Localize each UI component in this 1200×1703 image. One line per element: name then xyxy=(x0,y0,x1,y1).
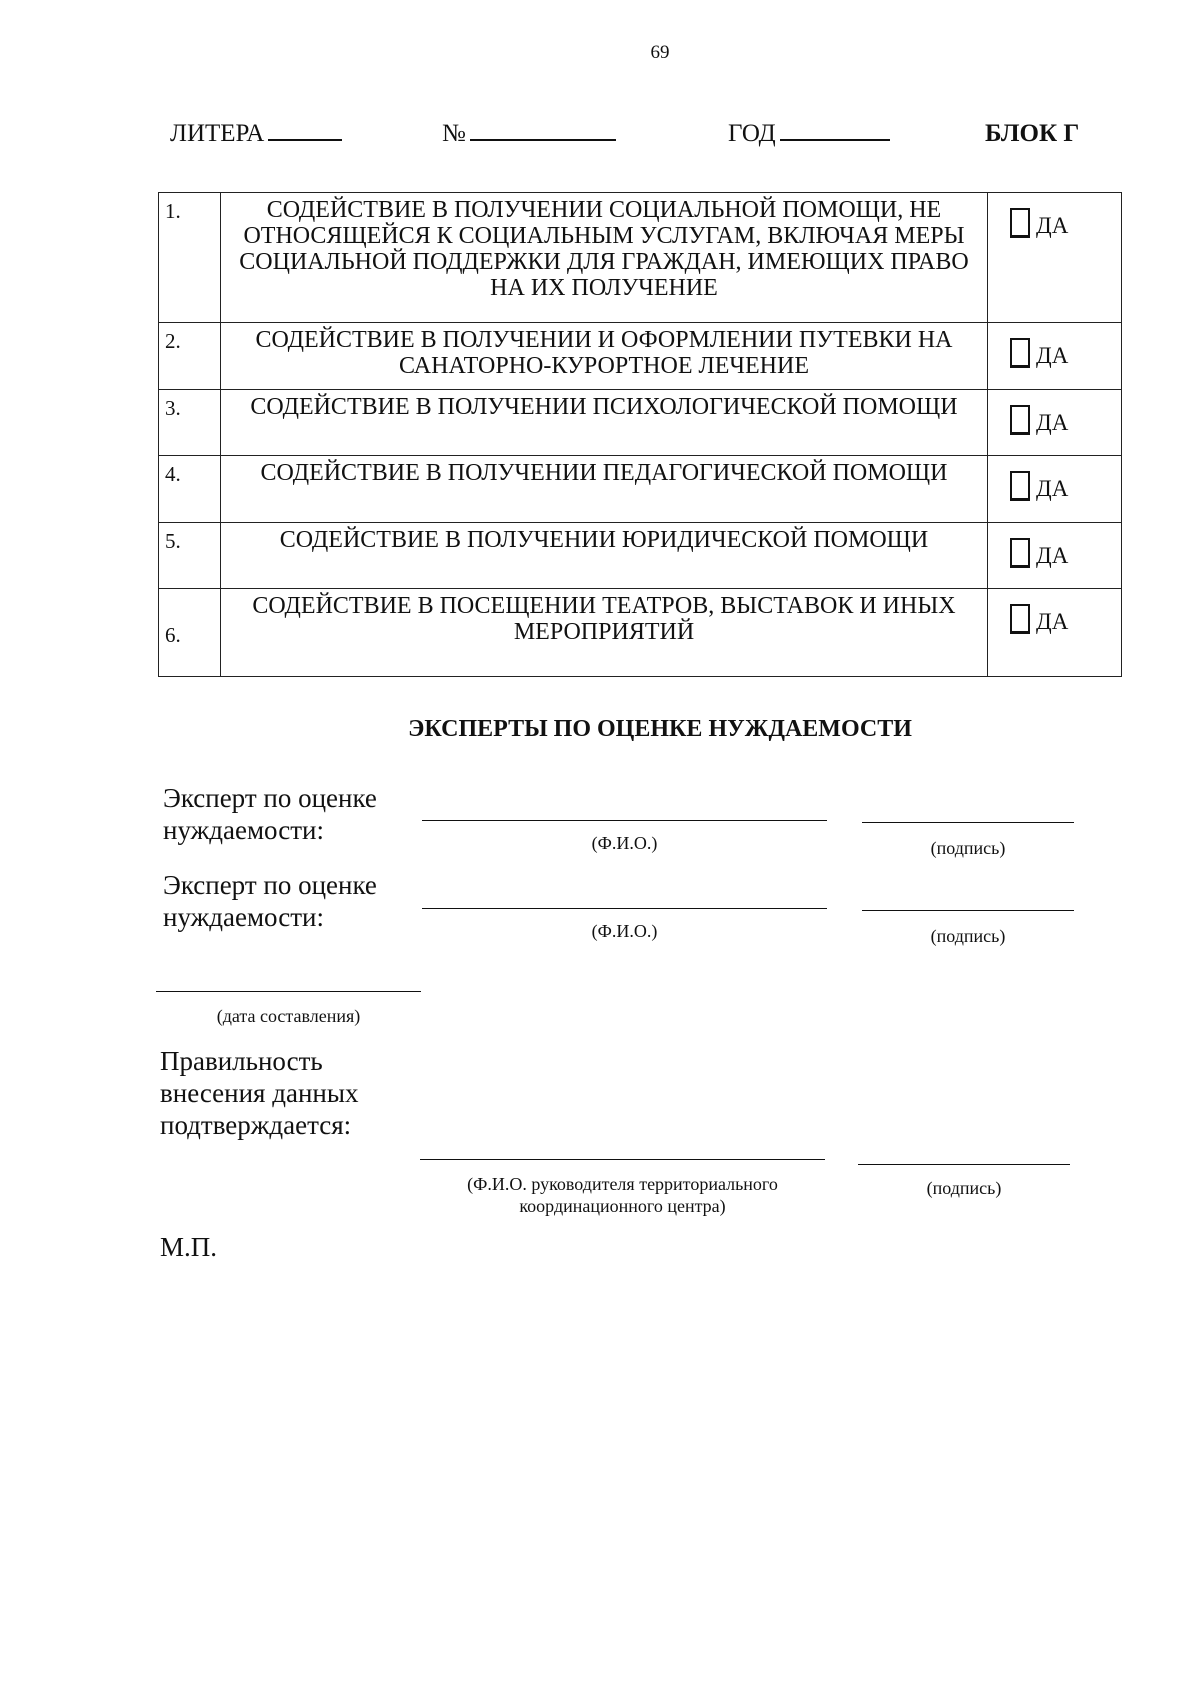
row-number: 4. xyxy=(159,456,221,523)
checkbox-cell xyxy=(988,390,1122,456)
expert-name-caption: (Ф.И.О.) xyxy=(591,921,658,941)
service-text: СОДЕЙСТВИЕ В ПОЛУЧЕНИИ СОЦИАЛЬНОЙ ПОМОЩИ, НЕ ОТНОСЯЩЕЙСЯ К СОЦИАЛЬНЫМ УСЛУГАМ, ВКЛЮЧАЯ МЕРЫ СОЦИАЛЬНОЙ ПОДДЕРЖКИ ДЛЯ ГРАЖДАН, ИМЕЮЩИХ ПРАВО НА ИХ ПОЛУЧЕНИЕ xyxy=(221,193,988,323)
checkbox-cell xyxy=(988,523,1122,589)
checkbox-cell xyxy=(988,323,1122,390)
table-row xyxy=(159,589,1122,677)
expert-signature-line[interactable] xyxy=(862,822,1074,823)
confirmation-label-line: подтверждается: xyxy=(160,1110,352,1140)
expert-name-line[interactable] xyxy=(422,908,827,909)
stamp-place-label: М.П. xyxy=(160,1232,218,1262)
head-name-line[interactable] xyxy=(420,1159,825,1160)
table-row xyxy=(159,323,1122,390)
confirmation-label-line: внесения данных xyxy=(160,1078,359,1108)
litera-label: ЛИТЕРА xyxy=(170,120,265,147)
litera-input-line[interactable] xyxy=(268,139,342,141)
date-caption: (дата составления) xyxy=(216,1006,361,1026)
expert-label-line: Эксперт по оценке xyxy=(163,870,377,900)
services-table xyxy=(158,192,1122,677)
row-number: 6. xyxy=(159,589,221,677)
expert-name-caption: (Ф.И.О.) xyxy=(591,833,658,853)
expert-signature-caption: (подпись) xyxy=(930,838,1006,858)
service-text: СОДЕЙСТВИЕ В ПОСЕЩЕНИИ ТЕАТРОВ, ВЫСТАВОК И ИНЫХ МЕРОПРИЯТИЙ xyxy=(221,589,988,677)
year-field xyxy=(728,120,890,148)
expert-signature-line[interactable] xyxy=(862,910,1074,911)
checkbox-label: ДА xyxy=(1036,410,1069,435)
year-label: ГОД xyxy=(728,120,776,147)
service-text: СОДЕЙСТВИЕ В ПОЛУЧЕНИИ ПСИХОЛОГИЧЕСКОЙ ПОМОЩИ xyxy=(221,390,988,456)
service-text: СОДЕЙСТВИЕ В ПОЛУЧЕНИИ ПЕДАГОГИЧЕСКОЙ ПОМОЩИ xyxy=(221,456,988,523)
service-text: СОДЕЙСТВИЕ В ПОЛУЧЕНИИ ЮРИДИЧЕСКОЙ ПОМОЩИ xyxy=(221,523,988,589)
expert-signature-caption: (подпись) xyxy=(930,926,1006,946)
table-row xyxy=(159,456,1122,523)
date-line[interactable] xyxy=(156,991,421,992)
head-name-caption-line: (Ф.И.О. руководителя территориального xyxy=(467,1174,778,1194)
checkbox-label: ДА xyxy=(1036,543,1069,568)
page-number: 69 xyxy=(650,42,670,63)
number-label: № xyxy=(442,120,466,147)
yes-checkbox[interactable] xyxy=(1010,604,1030,634)
checkbox-label: ДА xyxy=(1036,343,1069,368)
checkbox-cell xyxy=(988,456,1122,523)
service-text: СОДЕЙСТВИЕ В ПОЛУЧЕНИИ И ОФОРМЛЕНИИ ПУТЕВКИ НА САНАТОРНО-КУРОРТНОЕ ЛЕЧЕНИЕ xyxy=(221,323,988,390)
row-number: 2. xyxy=(159,323,221,390)
expert-label-line: нуждаемости: xyxy=(163,815,324,845)
yes-checkbox[interactable] xyxy=(1010,405,1030,435)
checkbox-label: ДА xyxy=(1036,213,1069,238)
head-signature-line[interactable] xyxy=(858,1164,1070,1165)
number-input-line[interactable] xyxy=(470,139,616,141)
yes-checkbox[interactable] xyxy=(1010,538,1030,568)
block-label: БЛОК Г xyxy=(985,120,1080,147)
confirmation-label xyxy=(160,1045,358,1141)
expert-label xyxy=(163,782,377,846)
checkbox-label: ДА xyxy=(1036,476,1069,501)
row-number: 3. xyxy=(159,390,221,456)
confirmation-label-line: Правильность xyxy=(160,1046,323,1076)
table-row xyxy=(159,390,1122,456)
row-number: 5. xyxy=(159,523,221,589)
expert-label xyxy=(163,869,377,933)
checkbox-cell xyxy=(988,589,1122,677)
experts-section-title: ЭКСПЕРТЫ ПО ОЦЕНКЕ НУЖДАЕМОСТИ xyxy=(408,716,912,742)
yes-checkbox[interactable] xyxy=(1010,338,1030,368)
expert-label-line: нуждаемости: xyxy=(163,902,324,932)
checkbox-cell xyxy=(988,193,1122,323)
row-number: 1. xyxy=(159,193,221,323)
table-row xyxy=(159,523,1122,589)
yes-checkbox[interactable] xyxy=(1010,471,1030,501)
head-signature-caption: (подпись) xyxy=(926,1178,1002,1198)
checkbox-label: ДА xyxy=(1036,609,1069,634)
year-input-line[interactable] xyxy=(780,139,890,141)
expert-label-line: Эксперт по оценке xyxy=(163,783,377,813)
number-field xyxy=(442,120,616,148)
head-name-caption xyxy=(420,1173,825,1217)
litera-field xyxy=(170,120,342,148)
expert-name-line[interactable] xyxy=(422,820,827,821)
yes-checkbox[interactable] xyxy=(1010,208,1030,238)
table-row xyxy=(159,193,1122,323)
head-name-caption-line: координационного центра) xyxy=(519,1196,726,1216)
